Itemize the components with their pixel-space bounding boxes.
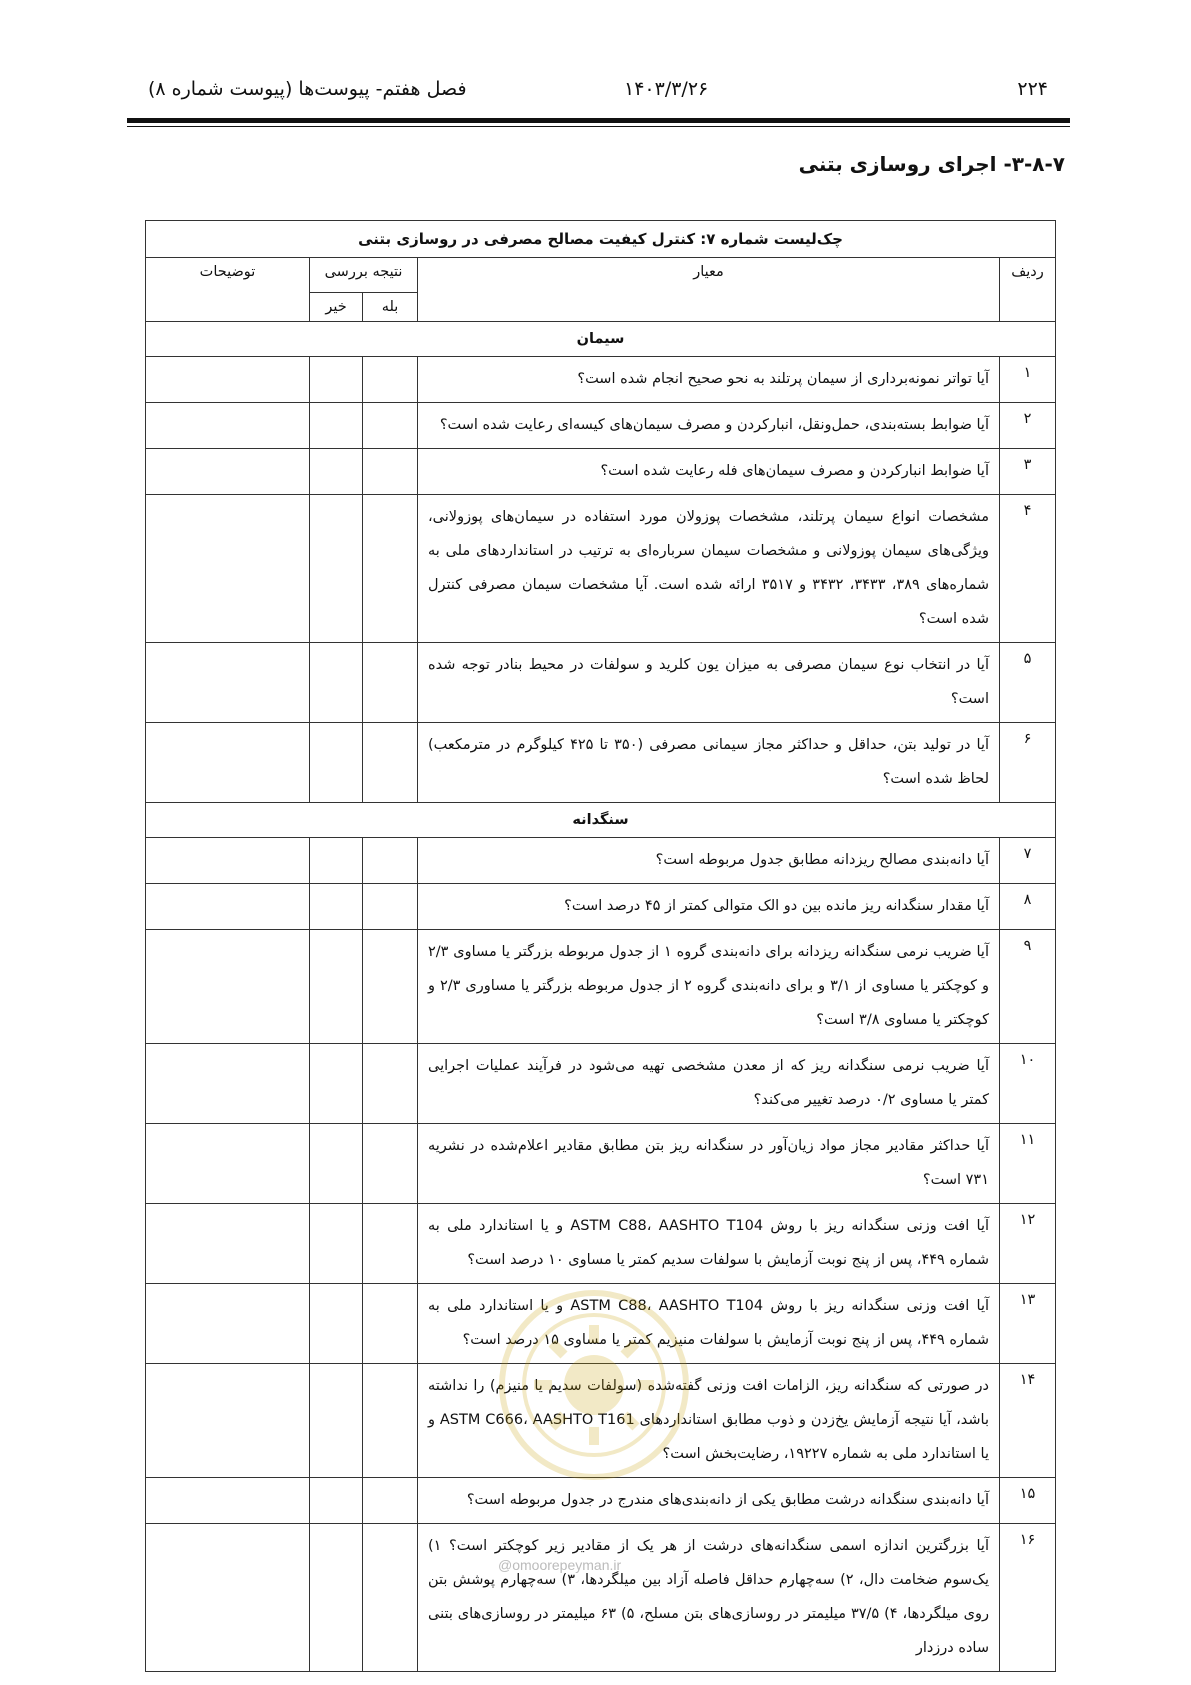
row-no-cell bbox=[310, 357, 363, 403]
row-yes-cell bbox=[363, 1044, 418, 1124]
row-notes-cell bbox=[146, 643, 310, 723]
row-yes-cell bbox=[363, 1524, 418, 1672]
col-header-result: نتیجه بررسی bbox=[310, 258, 418, 293]
col-header-criteria: معیار bbox=[418, 258, 1000, 322]
row-yes-cell bbox=[363, 930, 418, 1044]
row-criteria: آیا در انتخاب نوع سیمان مصرفی به میزان یون کلرید و سولفات در محیط بنادر توجه شده است؟ bbox=[418, 643, 1000, 723]
checklist-title-row bbox=[146, 221, 1056, 258]
row-notes-cell bbox=[146, 495, 310, 643]
row-index: ۱۵ bbox=[1000, 1478, 1056, 1524]
row-yes-cell bbox=[363, 495, 418, 643]
column-header-row bbox=[146, 258, 1056, 293]
checklist-title: چک‌لیست شماره ۷: کنترل کیفیت مصالح مصرفی در روسازی بتنی bbox=[146, 221, 1056, 258]
row-index: ۹ bbox=[1000, 930, 1056, 1044]
row-yes-cell bbox=[363, 449, 418, 495]
row-index: ۱ bbox=[1000, 357, 1056, 403]
header-rule-thick bbox=[127, 118, 1070, 123]
row-yes-cell bbox=[363, 884, 418, 930]
row-yes-cell bbox=[363, 1124, 418, 1204]
row-index: ۱۱ bbox=[1000, 1124, 1056, 1204]
group-title: سنگدانه bbox=[146, 803, 1056, 838]
group-row bbox=[146, 322, 1056, 357]
row-criteria: مشخصات انواع سیمان پرتلند، مشخصات پوزولان مورد استفاده در سیمان‌های پوزولانی، ویژگی‌های سیمان پوزولانی و مشخصات سیمان سرباره‌ای به ترتیب در استانداردهای ملی به شماره‌های ۳۸۹، ۳۴۳۳، ۳۴۳۲ و ۳۵۱۷ ارائه شده است. آیا مشخصات سیمان مصرفی کنترل شده است؟ bbox=[418, 495, 1000, 643]
group-title: سیمان bbox=[146, 322, 1056, 357]
row-no-cell bbox=[310, 1284, 363, 1364]
row-notes-cell bbox=[146, 930, 310, 1044]
row-criteria: آیا تواتر نمونه‌برداری از سیمان پرتلند به نحو صحیح انجام شده است؟ bbox=[418, 357, 1000, 403]
header-rule-thin bbox=[127, 126, 1070, 127]
row-index: ۱۰ bbox=[1000, 1044, 1056, 1124]
row-notes-cell bbox=[146, 1364, 310, 1478]
row-yes-cell bbox=[363, 838, 418, 884]
row-no-cell bbox=[310, 449, 363, 495]
table-row bbox=[146, 1204, 1056, 1284]
row-yes-cell bbox=[363, 643, 418, 723]
row-criteria: آیا ضریب نرمی سنگدانه ریزدانه برای دانه‌بندی گروه ۱ از جدول مربوطه بزرگتر یا مساوی ۲/۳ و کوچکتر یا مساوی از ۳/۱ و برای دانه‌بندی گروه ۲ از جدول مربوطه بزرگتر یا مساوری ۲/۳ و کوچکتر یا مساوی ۳/۸ است؟ bbox=[418, 930, 1000, 1044]
row-index: ۲ bbox=[1000, 403, 1056, 449]
row-index: ۱۳ bbox=[1000, 1284, 1056, 1364]
row-no-cell bbox=[310, 403, 363, 449]
row-index: ۱۲ bbox=[1000, 1204, 1056, 1284]
row-no-cell bbox=[310, 930, 363, 1044]
row-no-cell bbox=[310, 1124, 363, 1204]
row-yes-cell bbox=[363, 723, 418, 803]
row-notes-cell bbox=[146, 357, 310, 403]
col-header-no: خیر bbox=[310, 293, 363, 322]
section-title: ۳-۸-۷- اجرای روسازی بتنی bbox=[798, 152, 1065, 176]
row-index: ۶ bbox=[1000, 723, 1056, 803]
row-criteria: آیا ضوابط بسته‌بندی، حمل‌ونقل، انبارکردن و مصرف سیمان‌های کیسه‌ای رعایت شده است؟ bbox=[418, 403, 1000, 449]
row-yes-cell bbox=[363, 1364, 418, 1478]
row-no-cell bbox=[310, 1524, 363, 1672]
row-notes-cell bbox=[146, 1524, 310, 1672]
row-index: ۳ bbox=[1000, 449, 1056, 495]
row-criteria: آیا دانه‌بندی مصالح ریزدانه مطابق جدول مربوطه است؟ bbox=[418, 838, 1000, 884]
table-row bbox=[146, 838, 1056, 884]
row-notes-cell bbox=[146, 403, 310, 449]
row-criteria: آیا دانه‌بندی سنگدانه درشت مطابق یکی از دانه‌بندی‌های مندرج در جدول مربوطه است؟ bbox=[418, 1478, 1000, 1524]
row-index: ۸ bbox=[1000, 884, 1056, 930]
table-row bbox=[146, 1124, 1056, 1204]
table-row bbox=[146, 357, 1056, 403]
row-index: ۱۶ bbox=[1000, 1524, 1056, 1672]
row-notes-cell bbox=[146, 1204, 310, 1284]
row-criteria: آیا افت وزنی سنگدانه ریز با روش ASTM C88، AASHTO T104 و یا استاندارد ملی به شماره ۴۴۹، پس از پنج نوبت آزمایش با سولفات منیزیم کمتر یا مساوی ۱۵ درصد است؟ bbox=[418, 1284, 1000, 1364]
row-notes-cell bbox=[146, 1044, 310, 1124]
row-criteria: آیا حداکثر مقادیر مجاز مواد زیان‌آور در سنگدانه ریز بتن مطابق مقادیر اعلام‌شده در نشریه ۷۳۱ است؟ bbox=[418, 1124, 1000, 1204]
document-date: ۱۴۰۳/۳/۲۶ bbox=[624, 78, 709, 100]
row-criteria: آیا در تولید بتن، حداقل و حداکثر مجاز سیمانی مصرفی (۳۵۰ تا ۴۲۵ کیلوگرم در مترمکعب) لحاظ شده است؟ bbox=[418, 723, 1000, 803]
col-header-yes: بله bbox=[363, 293, 418, 322]
row-notes-cell bbox=[146, 1284, 310, 1364]
row-no-cell bbox=[310, 1044, 363, 1124]
row-criteria: آیا ضوابط انبارکردن و مصرف سیمان‌های فله رعایت شده است؟ bbox=[418, 449, 1000, 495]
row-yes-cell bbox=[363, 1284, 418, 1364]
row-no-cell bbox=[310, 495, 363, 643]
row-criteria: آیا افت وزنی سنگدانه ریز با روش ASTM C88، AASHTO T104 و یا استاندارد ملی به شماره ۴۴۹، پس از پنج نوبت آزمایش با سولفات سدیم کمتر یا مساوی ۱۰ درصد است؟ bbox=[418, 1204, 1000, 1284]
row-yes-cell bbox=[363, 1204, 418, 1284]
row-criteria: آیا بزرگترین اندازه اسمی سنگدانه‌های درشت از هر یک از مقادیر زیر کوچکتر است؟ ۱) یک‌سوم ضخامت دال، ۲) سه‌چهارم حداقل فاصله آزاد بین میلگردها، ۳) سه‌چهارم پوشش بتن روی میلگردها، ۴) ۳۷/۵ میلیمتر در روسازی‌های بتن مسلح، ۵) ۶۳ میلیمتر در روسازی‌های بتنی ساده درزدار bbox=[418, 1524, 1000, 1672]
table-row bbox=[146, 1044, 1056, 1124]
row-notes-cell bbox=[146, 1124, 310, 1204]
row-yes-cell bbox=[363, 357, 418, 403]
table-row bbox=[146, 723, 1056, 803]
page-header bbox=[148, 78, 1048, 108]
watermark-text: @omoorepeyman.ir bbox=[498, 1557, 622, 1573]
table-row bbox=[146, 884, 1056, 930]
table-row bbox=[146, 449, 1056, 495]
row-criteria: آیا مقدار سنگدانه ریز مانده بین دو الک متوالی کمتر از ۴۵ درصد است؟ bbox=[418, 884, 1000, 930]
row-index: ۵ bbox=[1000, 643, 1056, 723]
row-no-cell bbox=[310, 1478, 363, 1524]
col-header-notes: توضیحات bbox=[146, 258, 310, 322]
table-row bbox=[146, 643, 1056, 723]
row-no-cell bbox=[310, 1364, 363, 1478]
chapter-title: فصل هفتم- پیوست‌ها (پیوست شماره ۸) bbox=[148, 78, 467, 100]
row-index: ۷ bbox=[1000, 838, 1056, 884]
row-notes-cell bbox=[146, 449, 310, 495]
table-row bbox=[146, 930, 1056, 1044]
table-row bbox=[146, 403, 1056, 449]
row-criteria: آیا ضریب نرمی سنگدانه ریز که از معدن مشخصی تهیه می‌شود در فرآیند عملیات اجرایی کمتر یا مساوی ۰/۲ درصد تغییر می‌کند؟ bbox=[418, 1044, 1000, 1124]
group-row bbox=[146, 803, 1056, 838]
row-notes-cell bbox=[146, 838, 310, 884]
col-header-index: ردیف bbox=[1000, 258, 1056, 322]
row-index: ۴ bbox=[1000, 495, 1056, 643]
row-no-cell bbox=[310, 723, 363, 803]
row-no-cell bbox=[310, 643, 363, 723]
row-notes-cell bbox=[146, 884, 310, 930]
table-row bbox=[146, 495, 1056, 643]
row-yes-cell bbox=[363, 1478, 418, 1524]
row-notes-cell bbox=[146, 723, 310, 803]
row-no-cell bbox=[310, 884, 363, 930]
row-yes-cell bbox=[363, 403, 418, 449]
row-no-cell bbox=[310, 1204, 363, 1284]
page-number: ۲۲۴ bbox=[1017, 78, 1048, 100]
table-row bbox=[146, 1524, 1056, 1672]
row-criteria: در صورتی که سنگدانه ریز، الزامات افت وزنی گفته‌شده (سولفات سدیم یا منیزم) را نداشته باشد، آیا نتیجه آزمایش یخ‌زدن و ذوب مطابق استانداردهای ASTM C666، AASHTO T161 و یا استاندارد ملی به شماره ۱۹۲۲۷، رضایت‌بخش است؟ bbox=[418, 1364, 1000, 1478]
row-notes-cell bbox=[146, 1478, 310, 1524]
row-no-cell bbox=[310, 838, 363, 884]
row-index: ۱۴ bbox=[1000, 1364, 1056, 1478]
seal-watermark-icon bbox=[494, 1285, 694, 1485]
